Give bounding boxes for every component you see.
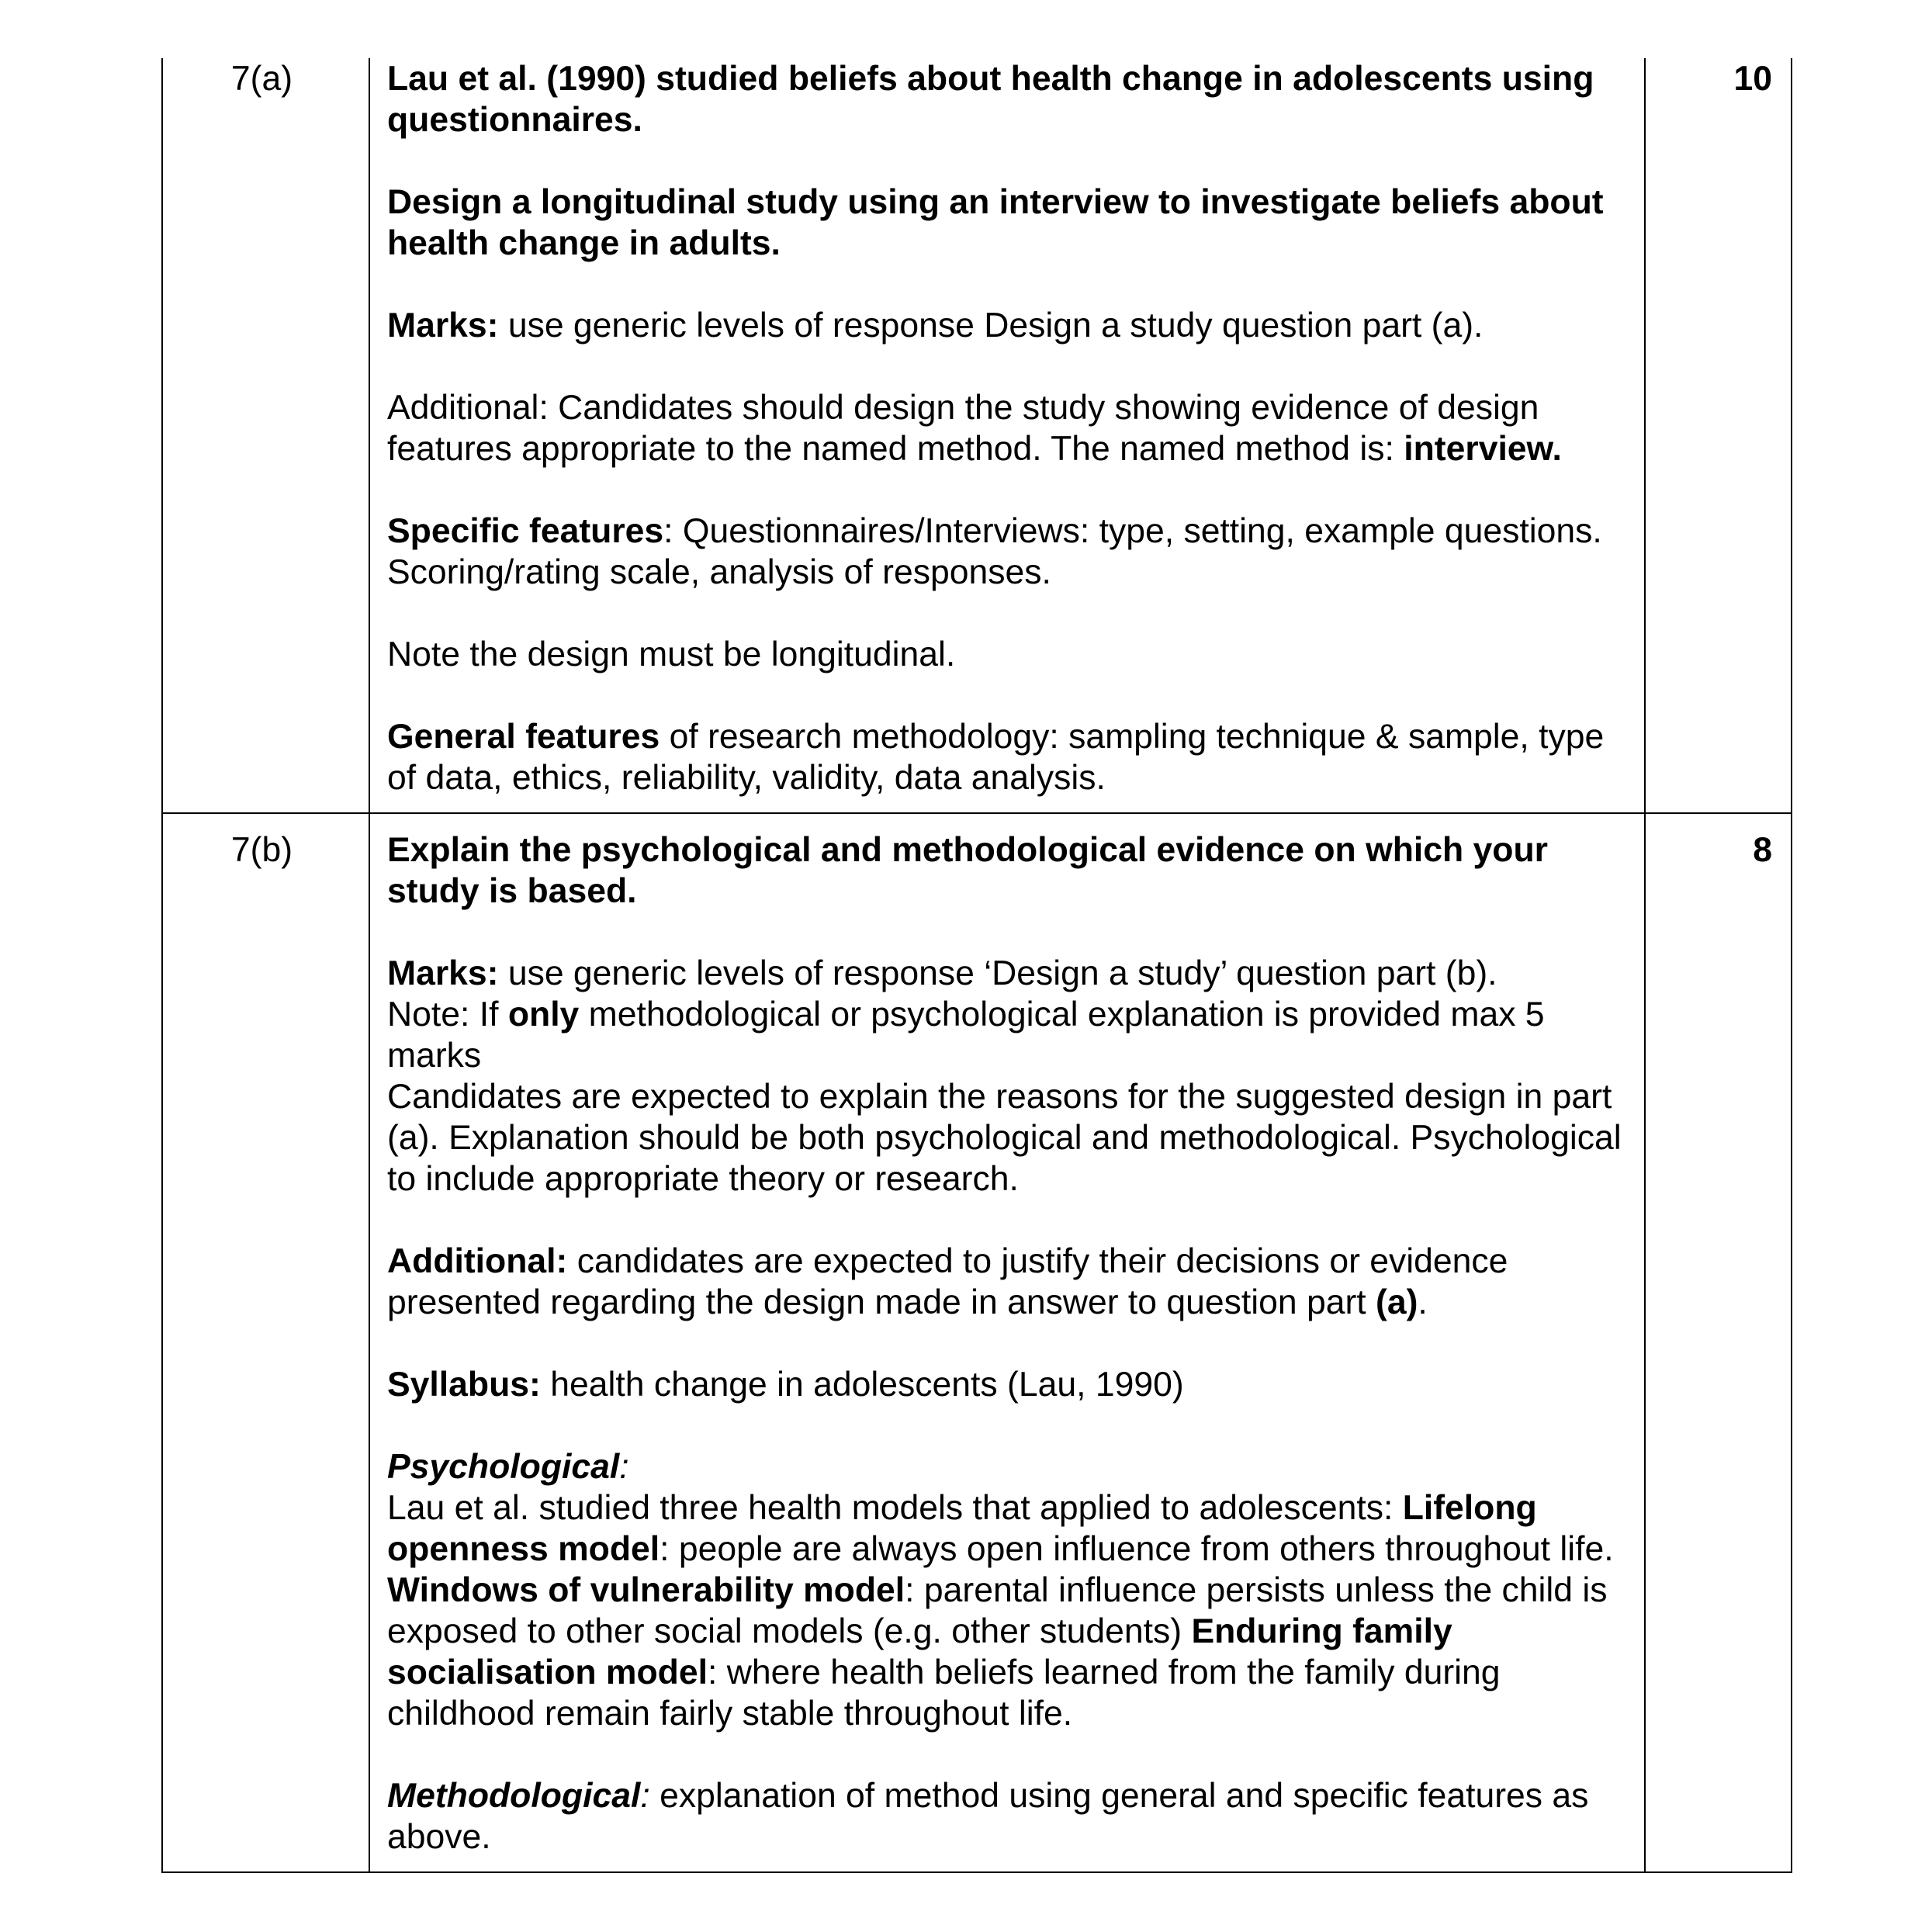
text-run: only: [507, 995, 580, 1034]
answer-content-cell: [369, 58, 1645, 813]
answer-content-cell: [369, 813, 1645, 1872]
marks-cell: [1645, 58, 1792, 813]
table-row: [162, 58, 1792, 813]
answer-paragraph: [387, 1241, 1629, 1323]
answer-paragraph: [387, 953, 1629, 1200]
text-run: : Questionnaires/Interviews: type, setting, example questions. Scoring/rating scale, analysis of responses.: [387, 512, 1602, 591]
text-run: Marks:: [387, 306, 499, 345]
text-run: Lifelong openness model: [387, 1489, 1537, 1568]
text-run: : people are always open influence from others throughout life.: [660, 1530, 1614, 1568]
table-row: [162, 813, 1792, 1872]
answer-line: [387, 953, 1629, 994]
marks-cell: [1645, 813, 1792, 1872]
text-run: Windows of vulnerability model: [387, 1571, 905, 1609]
text-run: Lau et al. studied three health models that applied to adolescents:: [387, 1489, 1403, 1527]
text-run: Design a longitudinal study using an interview to investigate beliefs about health change in adults.: [387, 183, 1604, 262]
text-run: Note: If: [387, 995, 508, 1034]
text-run: Additional:: [387, 1242, 568, 1280]
text-run: Marks:: [387, 954, 499, 992]
answer-line: [387, 1076, 1629, 1200]
answer-content: [387, 58, 1629, 812]
marks-value: 8: [1753, 831, 1772, 869]
question-number: 7(b): [230, 831, 293, 869]
answer-paragraph: [387, 182, 1629, 264]
text-run: General features: [387, 718, 660, 756]
table-body: [162, 58, 1792, 1872]
text-run: Explain the psychological and methodological evidence on which your study is based.: [387, 831, 1548, 910]
question-number: 7(a): [230, 60, 293, 98]
text-run: (a): [1376, 1283, 1418, 1321]
text-run: Note the design must be longitudinal.: [387, 635, 956, 673]
text-run: candidates are expected to justify their decisions or evidence presented regarding the design made in answer to question part: [387, 1242, 1508, 1321]
text-run: Enduring family socialisation model: [387, 1612, 1452, 1691]
text-run: :: [619, 1448, 629, 1486]
answer-paragraph: [387, 1446, 1629, 1734]
answer-line: [387, 1487, 1629, 1734]
answer-line: [387, 1446, 1629, 1487]
text-run: Specific features: [387, 512, 664, 550]
text-run: methodological or psychological explanation is provided max 5 marks: [387, 995, 1545, 1075]
text-run: health change in adolescents (Lau, 1990): [540, 1366, 1184, 1404]
text-run: use generic levels of response ‘Design a study’ question part (b).: [498, 954, 1497, 992]
text-run: interview.: [1404, 430, 1562, 468]
text-run: Methodological: [387, 1777, 641, 1815]
question-number-cell: [162, 813, 369, 1872]
text-run: of research methodology: sampling technique & sample, type of data, ethics, reliability, validity, data analysis.: [387, 718, 1605, 797]
text-run: Additional: Candidates should design the study showing evidence of design features appropriate to the named method. The named method is:: [387, 389, 1539, 468]
text-run: :: [640, 1777, 650, 1815]
text-run: use generic levels of response Design a study question part (a).: [498, 306, 1484, 345]
answer-paragraph: [387, 511, 1629, 593]
answer-line: [387, 994, 1629, 1076]
answer-paragraph: [387, 387, 1629, 469]
text-run: Lau et al. (1990) studied beliefs about health change in adolescents using questionnaires.: [387, 60, 1594, 139]
answer-paragraph: [387, 58, 1629, 140]
text-run: explanation of method using general and specific features as above.: [387, 1777, 1589, 1856]
answer-content: [387, 814, 1629, 1871]
marks-value: 10: [1733, 60, 1772, 98]
answer-paragraph: [387, 829, 1629, 912]
text-run: .: [1418, 1283, 1428, 1321]
answer-paragraph: [387, 1775, 1629, 1858]
question-number-cell: [162, 58, 369, 813]
text-run: Candidates are expected to explain the reasons for the suggested design in part (a). Explanation should be both psychological and methodological. Psychological to include appropriate theory or research.: [387, 1078, 1622, 1198]
mark-scheme-table: [161, 58, 1792, 1873]
answer-paragraph: [387, 1364, 1629, 1405]
answer-paragraph: [387, 634, 1629, 675]
answer-paragraph: [387, 305, 1629, 346]
answer-paragraph: [387, 716, 1629, 798]
text-run: Syllabus:: [387, 1366, 541, 1404]
text-run: Psychological: [387, 1448, 620, 1486]
text-run: : where health beliefs learned from the family during childhood remain fairly stable throughout life.: [387, 1653, 1501, 1733]
text-run: : parental influence persists unless the child is exposed to other social models (e.g. other students): [387, 1571, 1608, 1650]
